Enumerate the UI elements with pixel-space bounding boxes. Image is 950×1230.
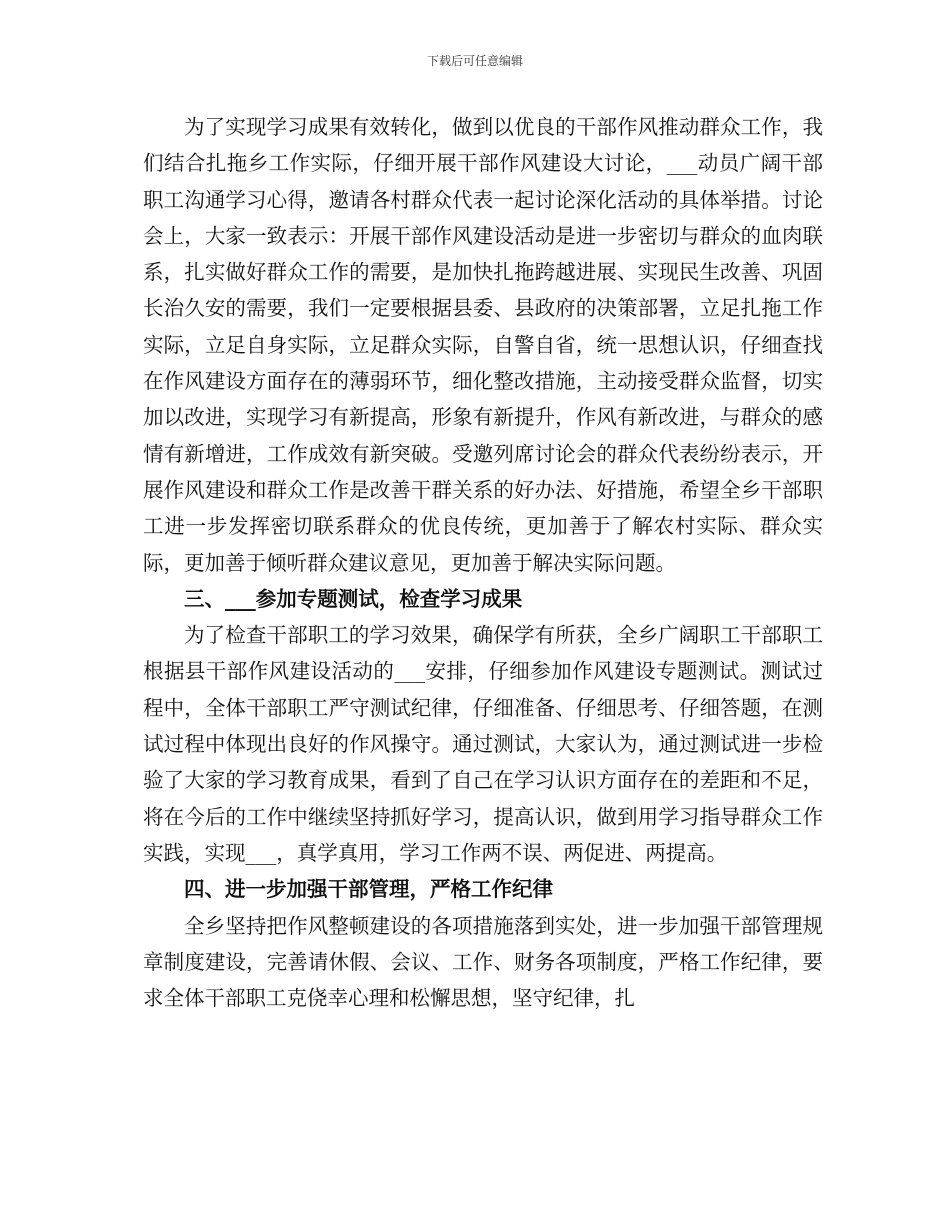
document-body: [143, 109, 823, 1016]
paragraph-2: 为了检查干部职工的学习效果，确保学有所获，全乡广阔职工干部职工根据县干部作风建设活动的___安排，仔细参加作风建设专题测试。测试过程中，全体干部职工严守测试纪律，仔细准备、仔细思考、仔细答题，在测试过程中体现出良好的作风操守。通过测试，大家认为，通过测试进一步检验了大家的学习教育成果，看到了自己在学习认识方面存在的差距和不足，将在今后的工作中继续坚持抓好学习，提高认识，做到用学习指导群众工作实践，实现___，真学真用，学习工作两不误、两促进、两提高。: [143, 623, 823, 865]
section-heading-4: 四、进一步加强干部管理，严格工作纪律: [184, 877, 553, 902]
page-header: 下载后可任意编辑: [426, 54, 523, 68]
paragraph-3: 全乡坚持把作风整顿建设的各项措施落到实处，进一步加强干部管理规章制度建设，完善请休假、会议、工作、财务各项制度，严格工作纪律，要求全体干部职工克侥幸心理和松懈思想，坚守纪律，扎: [143, 913, 823, 1011]
paragraph-1: 为了实现学习成果有效转化，做到以优良的干部作风推动群众工作，我们结合扎拖乡工作实际，仔细开展干部作风建设大讨论，___动员广阔干部职工沟通学习心得，邀请各村群众代表一起讨论深化活动的具体举措。讨论会上，大家一致表示：开展干部作风建设活动是进一步密切与群众的血肉联系，扎实做好群众工作的需要，是加快扎拖跨越进展、实现民生改善、巩固长治久安的需要，我们一定要根据县委、县政府的决策部署，立足扎拖工作实际，立足自身实际，立足群众实际，自警自省，统一思想认识，仔细查找在作风建设方面存在的薄弱环节，细化整改措施，主动接受群众监督，切实加以改进，实现学习有新提高，形象有新提升，作风有新改进，与群众的感情有新增进，工作成效有新突破。受邀列席讨论会的群众代表纷纷表示，开展作风建设和群众工作是改善干群关系的好办法、好措施，希望全乡干部职工进一步发挥密切联系群众的优良传统，更加善于了解农村实际、群众实际，更加善于倾听群众建议意见，更加善于解决实际问题。: [143, 115, 823, 575]
section-heading-3: 三、___参加专题测试，检查学习成果: [184, 586, 523, 611]
